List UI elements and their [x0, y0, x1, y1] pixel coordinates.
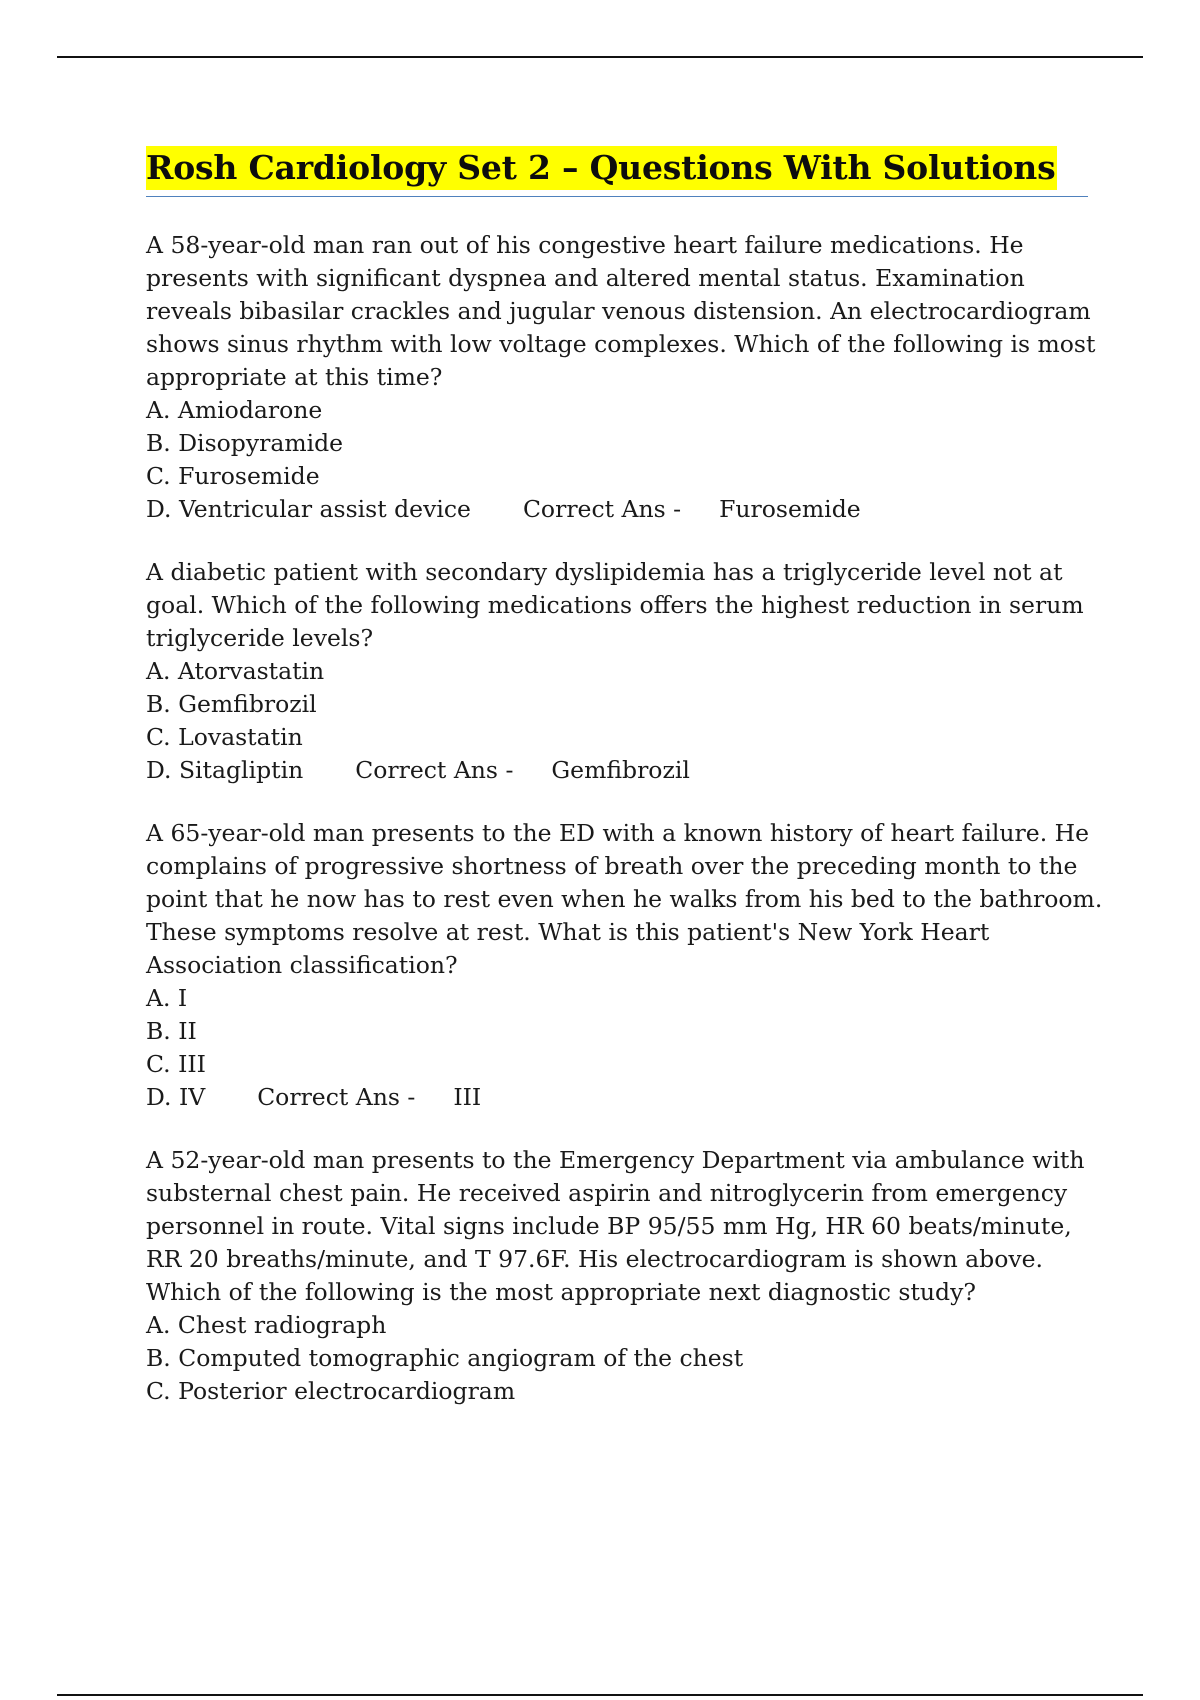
- option-d: D. Sitagliptin: [146, 756, 304, 784]
- option-d-row: [146, 754, 1106, 787]
- question-4: [146, 1144, 1106, 1408]
- option-b: B. Computed tomographic angiogram of the chest: [146, 1344, 744, 1372]
- question-2: [146, 556, 1106, 787]
- option-list: [146, 655, 1106, 787]
- option-c: C. Furosemide: [146, 462, 320, 490]
- correct-answer-label: Correct Ans -: [522, 495, 682, 523]
- correct-answer: III: [453, 1083, 482, 1111]
- option-d-row: [146, 493, 1106, 526]
- option-a: A. I: [146, 984, 188, 1012]
- option-a: A. Atorvastatin: [146, 657, 325, 685]
- option-a: A. Chest radiograph: [146, 1311, 387, 1339]
- question-list: [146, 229, 1106, 1438]
- correct-answer: Furosemide: [719, 495, 861, 523]
- option-d: D. IV: [146, 1083, 206, 1111]
- option-list: [146, 1309, 1106, 1408]
- correct-answer: Gemfibrozil: [551, 756, 690, 784]
- option-c: C. Lovastatin: [146, 723, 303, 751]
- question-1: [146, 229, 1106, 526]
- document-title: Rosh Cardiology Set 2 – Questions With Solutions: [146, 146, 1057, 190]
- question-stem: A 65-year-old man presents to the ED with a known history of heart failure. He complains of progressive shortness of breath over the preceding month to the point that he now has to rest even when he walks from his bed to the bathroom. These symptoms resolve at rest. What is this patient's New York Heart Association classification?: [146, 819, 1103, 979]
- question-stem: A 52-year-old man presents to the Emergency Department via ambulance with substernal chest pain. He received aspirin and nitroglycerin from emergency personnel in route. Vital signs include BP 95/55 mm Hg, HR 60 beats/minute, RR 20 breaths/minute, and T 97.6F. His electrocardiogram is shown above. Which of the following is the most appropriate next diagnostic study?: [146, 1146, 1085, 1306]
- option-list: [146, 982, 1106, 1114]
- option-c: C. Posterior electrocardiogram: [146, 1377, 516, 1405]
- option-d: D. Ventricular assist device: [146, 495, 471, 523]
- question-stem: A 58-year-old man ran out of his congestive heart failure medications. He presents with significant dyspnea and altered mental status. Examination reveals bibasilar crackles and jugular venous distension. An electrocardiogram shows sinus rhythm with low voltage complexes. Which of the following is most appropriate at this time?: [146, 231, 1096, 391]
- option-list: [146, 394, 1106, 526]
- correct-answer-label: Correct Ans -: [355, 756, 514, 784]
- option-b: B. Gemfibrozil: [146, 690, 317, 718]
- question-stem: A diabetic patient with secondary dyslipidemia has a triglyceride level not at goal. Which of the following medications offers the highest reduction in serum triglyceride levels?: [146, 558, 1084, 652]
- option-c: C. III: [146, 1050, 206, 1078]
- title-block: [146, 146, 1088, 197]
- bottom-rule: [57, 1694, 1143, 1696]
- top-rule: [57, 56, 1143, 58]
- option-a: A. Amiodarone: [146, 396, 323, 424]
- option-b: B. Disopyramide: [146, 429, 344, 457]
- option-d-row: [146, 1081, 1106, 1114]
- question-3: [146, 817, 1106, 1114]
- option-b: B. II: [146, 1017, 197, 1045]
- correct-answer-label: Correct Ans -: [257, 1083, 416, 1111]
